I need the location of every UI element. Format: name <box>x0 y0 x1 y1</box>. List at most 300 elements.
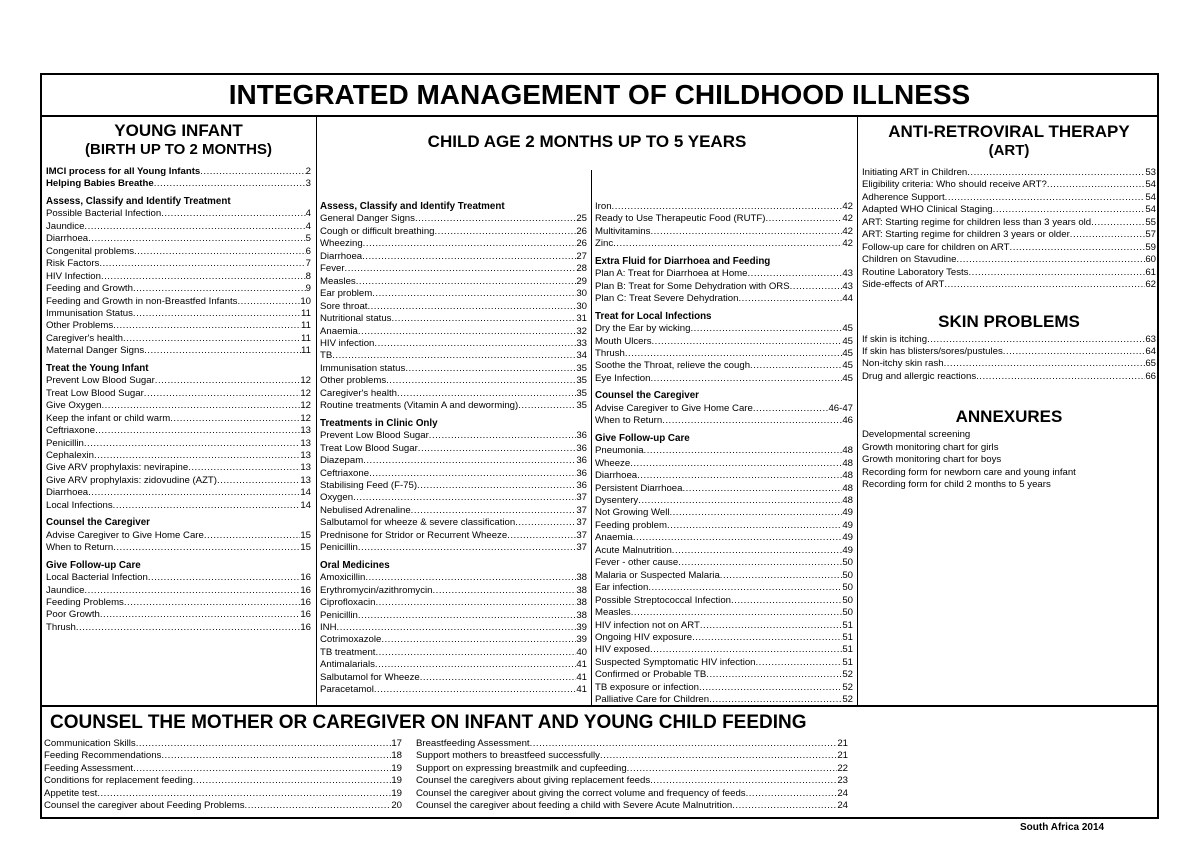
dot-leader <box>630 458 842 470</box>
toc-entry <box>320 585 587 597</box>
entry-page: 23 <box>837 775 848 787</box>
dot-leader <box>332 350 576 362</box>
entry-label: Adapted WHO Clinical Staging <box>862 204 993 216</box>
entry-label: Ongoing HIV exposure <box>595 631 693 643</box>
toc-entry <box>595 570 853 582</box>
toc-entry <box>595 470 853 482</box>
entry-label: Immunisation Status <box>46 307 133 319</box>
toc-entry <box>320 213 587 225</box>
entry-label: Prevent Low Blood Sugar <box>46 375 155 387</box>
entry-page: 48 <box>842 445 853 457</box>
toc-entry <box>320 684 587 696</box>
dot-leader <box>124 597 300 609</box>
dot-leader <box>956 254 1145 266</box>
entry-page: 37 <box>576 529 587 541</box>
entry-page: 45 <box>842 335 853 347</box>
entry-page: 6 <box>305 245 311 257</box>
entry-label: Penicillin <box>320 542 358 554</box>
entry-label: Conditions for replacement feeding <box>44 775 193 787</box>
entry-label: Anaemia <box>320 325 358 337</box>
toc-entry <box>320 480 587 492</box>
dot-leader <box>94 450 300 462</box>
entry-page: 53 <box>1145 167 1156 178</box>
dot-leader <box>136 738 392 750</box>
toc-entry <box>320 647 587 659</box>
dot-leader <box>84 438 300 450</box>
toc-entry <box>46 308 311 320</box>
entry-label: Confirmed or Probable TB <box>595 669 707 681</box>
entry-label: Diarrhoea <box>320 250 363 262</box>
entry-page: 35 <box>576 362 587 374</box>
entry-page: 4 <box>305 208 311 220</box>
dot-leader <box>161 750 391 762</box>
entry-page: 35 <box>576 400 587 412</box>
entry-label: Ready to Use Therapeutic Food (RUTF) <box>595 213 766 225</box>
toc-entry <box>320 610 587 622</box>
dot-leader <box>88 487 300 499</box>
entry-page: 37 <box>576 492 587 504</box>
toc-entry <box>320 505 587 517</box>
entry-page: 15 <box>300 542 311 554</box>
entry-page: 10 <box>300 295 311 307</box>
entry-page: 2 <box>305 166 311 177</box>
entry-page: 12 <box>300 387 311 399</box>
divider <box>316 117 317 705</box>
toc-entry <box>595 201 853 213</box>
dot-leader <box>367 301 576 313</box>
toc-entry <box>320 276 587 288</box>
entry-label: Treat Low Blood Sugar <box>46 387 144 399</box>
entry-page: 9 <box>305 283 311 295</box>
dot-leader <box>200 166 305 178</box>
entry-label: TB <box>320 350 333 362</box>
entry-page: 20 <box>391 800 402 812</box>
entry-label: Non-itchy skin rash <box>862 358 944 370</box>
entry-page: 24 <box>837 800 848 812</box>
toc-entry <box>320 226 587 238</box>
entry-page: 16 <box>300 621 311 633</box>
dot-leader <box>375 597 576 609</box>
toc-entry <box>595 532 853 544</box>
feeding-section <box>44 712 1156 813</box>
entry-page: 37 <box>576 517 587 529</box>
dot-leader <box>1047 179 1145 191</box>
group-heading: Give Follow-up Care <box>595 432 690 444</box>
entry-label: Plan C: Treat Severe Dehydration <box>595 293 739 305</box>
toc-entry <box>862 217 1156 229</box>
toc-entry <box>595 281 853 293</box>
entry-page: 16 <box>300 572 311 584</box>
annex-entry: Recording form for newborn care and young infant <box>862 466 1076 478</box>
entry-label: Dysentery <box>595 494 639 506</box>
entry-page: 43 <box>842 268 853 280</box>
dot-leader <box>188 462 300 474</box>
toc-entry <box>595 582 853 594</box>
toc-entry <box>46 475 311 487</box>
entry-page: 11 <box>301 332 311 344</box>
toc-entry <box>320 338 587 350</box>
entry-page: 41 <box>576 684 587 696</box>
entry-label: Oxygen <box>320 492 354 504</box>
entry-page: 49 <box>842 532 853 544</box>
entry-label: Stabilising Feed (F-75) <box>320 479 418 491</box>
toc-entry <box>46 500 311 512</box>
child-right-list <box>595 201 853 707</box>
toc-entry <box>862 334 1156 346</box>
entry-label: Wheezing <box>320 238 363 250</box>
toc-entry <box>320 492 587 504</box>
entry-page: 41 <box>576 671 587 683</box>
dot-leader <box>667 520 842 532</box>
toc-entry <box>46 283 311 295</box>
entry-label: Diarrhoea <box>46 233 89 245</box>
entry-label: Possible Streptococcal Infection <box>595 594 731 606</box>
dot-leader <box>637 470 842 482</box>
entry-page: 52 <box>842 669 853 681</box>
section-subtitle: (BIRTH UP TO 2 MONTHS) <box>85 141 272 158</box>
section-title: YOUNG INFANT <box>114 121 243 140</box>
dot-leader <box>405 363 576 375</box>
entry-label: Feeding problem <box>595 519 667 531</box>
dot-leader <box>709 694 842 706</box>
group-heading: Treat the Young Infant <box>46 362 149 374</box>
entry-label: Jaundice <box>46 220 85 232</box>
entry-page: 61 <box>1145 266 1156 278</box>
entry-label: Counsel the caregiver about Feeding Problems <box>44 800 245 812</box>
dot-leader <box>530 738 838 750</box>
entry-page: 35 <box>576 375 587 387</box>
entry-label: Not Growing Well <box>595 507 670 519</box>
toc-entry <box>46 166 311 178</box>
section-title: ANNEXURES <box>955 407 1063 427</box>
entry-page: 48 <box>842 470 853 482</box>
entry-label: Feeding and Growth in non-Breastfed Infants <box>46 295 238 307</box>
toc-entry <box>44 763 402 775</box>
entry-page: 51 <box>842 619 853 631</box>
entry-label: Give Oxygen <box>46 400 102 412</box>
toc-entry <box>320 288 587 300</box>
toc-entry <box>320 468 587 480</box>
entry-label: Ear problem <box>320 288 373 300</box>
dot-leader <box>134 246 306 258</box>
dot-leader <box>375 647 576 659</box>
entry-page: 15 <box>300 529 311 541</box>
toc-entry <box>416 788 848 800</box>
toc-entry <box>320 517 587 529</box>
entry-page: 31 <box>576 313 587 325</box>
dot-leader <box>650 644 842 656</box>
entry-label: Give ARV prophylaxis: zidovudine (AZT) <box>46 474 217 486</box>
dot-leader <box>97 788 391 800</box>
entry-label: Jaundice <box>46 584 85 596</box>
footer: South Africa 2014 <box>1020 822 1105 833</box>
entry-label: INH <box>320 621 337 633</box>
entry-page: 19 <box>391 787 402 799</box>
dot-leader <box>600 750 837 762</box>
entry-label: HIV exposed <box>595 644 650 656</box>
entry-page: 52 <box>842 694 853 706</box>
dot-leader <box>650 373 842 385</box>
dot-leader <box>113 500 301 512</box>
toc-entry <box>862 167 1156 179</box>
toc-entry <box>320 542 587 554</box>
entry-page: 22 <box>837 762 848 774</box>
toc-entry <box>595 293 853 305</box>
entry-page: 11 <box>301 307 311 319</box>
entry-page: 54 <box>1145 179 1156 191</box>
entry-page: 8 <box>305 270 311 282</box>
toc-entry <box>595 632 853 644</box>
toc-entry <box>44 750 402 762</box>
dot-leader <box>99 258 305 270</box>
entry-page: 54 <box>1145 191 1156 203</box>
group-heading: Treatments in Clinic Only <box>320 417 438 429</box>
toc-entry <box>595 483 853 495</box>
entry-page: 46 <box>842 415 853 427</box>
entry-label: Suspected Symptomatic HIV infection <box>595 656 756 668</box>
entry-label: Initiating ART in Children <box>862 167 968 178</box>
toc-entry <box>595 458 853 470</box>
entry-page: 36 <box>576 442 587 454</box>
dot-leader <box>433 585 577 597</box>
dot-leader <box>756 657 843 669</box>
section-subtitle: (ART) <box>988 142 1030 159</box>
dot-leader <box>429 430 577 442</box>
entry-label: Maternal Danger Signs <box>46 345 145 357</box>
entry-label: Ear infection <box>595 582 649 594</box>
dot-leader <box>358 610 576 622</box>
toc-entry <box>320 375 587 387</box>
dot-leader <box>217 475 300 487</box>
toc-entry <box>595 268 853 280</box>
entry-page: 38 <box>576 609 587 621</box>
dot-leader <box>690 323 842 335</box>
dot-leader <box>133 308 301 320</box>
dot-leader <box>633 532 842 544</box>
entry-label: If skin has blisters/sores/pustules <box>862 345 1003 357</box>
toc-entry <box>46 462 311 474</box>
group-heading: Oral Medicines <box>320 559 390 571</box>
entry-page: 13 <box>300 437 311 449</box>
group-heading: Assess, Classify and Identify Treatment <box>320 201 505 212</box>
dot-leader <box>204 530 301 542</box>
entry-label: HIV infection <box>320 337 375 349</box>
toc-entry <box>46 258 311 270</box>
toc-entry <box>46 400 311 412</box>
entry-page: 12 <box>300 412 311 424</box>
entry-label: HIV Infection <box>46 270 101 282</box>
entry-label: Thrush <box>595 347 625 359</box>
dot-leader <box>627 763 838 775</box>
toc-entry <box>46 450 311 462</box>
entry-page: 13 <box>300 462 311 474</box>
toc-entry <box>320 400 587 412</box>
entry-page: 43 <box>842 280 853 292</box>
toc-entry <box>46 221 311 233</box>
toc-entry <box>862 371 1156 383</box>
toc-entry <box>416 750 848 762</box>
dot-leader <box>123 333 301 345</box>
dot-leader <box>193 775 392 787</box>
dot-leader <box>415 213 576 225</box>
entry-label: Immunisation status <box>320 362 406 374</box>
dot-leader <box>76 622 300 634</box>
entry-label: Zinc <box>595 238 614 250</box>
toc-entry <box>416 775 848 787</box>
entry-label: Nutritional status <box>320 313 392 325</box>
toc-entry <box>862 192 1156 204</box>
entry-page: 13 <box>300 449 311 461</box>
toc-entry <box>862 204 1156 216</box>
dot-leader <box>662 415 842 427</box>
toc-entry <box>595 415 853 427</box>
dot-leader <box>358 542 576 554</box>
dot-leader <box>790 281 843 293</box>
toc-entry <box>320 430 587 442</box>
dot-leader <box>337 622 577 634</box>
dot-leader <box>372 288 576 300</box>
entry-page: 50 <box>842 607 853 619</box>
toc-entry <box>595 545 853 557</box>
entry-page: 4 <box>305 220 311 232</box>
entry-label: HIV infection not on ART <box>595 619 700 631</box>
dot-leader <box>374 338 576 350</box>
dot-leader <box>154 178 306 190</box>
toc-entry <box>320 443 587 455</box>
entry-label: ART: Starting regime for children 3 years or older <box>862 229 1070 241</box>
entry-page: 50 <box>842 569 853 581</box>
entry-label: Soothe the Throat, relieve the cough <box>595 360 751 372</box>
annex-entry: Developmental screening <box>862 429 971 441</box>
section-title: SKIN PROBLEMS <box>938 311 1080 331</box>
entry-label: Eligibility criteria: Who should receive ART? <box>862 179 1047 191</box>
dot-leader <box>345 263 577 275</box>
entry-page: 30 <box>576 288 587 300</box>
toc-entry <box>46 320 311 332</box>
entry-label: Breastfeeding Assessment <box>416 738 530 749</box>
child-section-header <box>318 117 856 151</box>
entry-label: Diazepam <box>320 455 364 467</box>
entry-page: 21 <box>837 738 848 749</box>
entry-label: Ceftriaxone <box>46 425 96 437</box>
entry-page: 42 <box>842 225 853 237</box>
entry-label: Feeding Problems <box>46 596 124 608</box>
toc-entry <box>862 229 1156 241</box>
dot-leader <box>699 682 842 694</box>
dot-leader <box>101 271 306 283</box>
dot-leader <box>353 492 576 504</box>
entry-page: 25 <box>576 213 587 225</box>
dot-leader <box>84 221 305 233</box>
entry-label: TB treatment <box>320 646 376 658</box>
entry-label: Dry the Ear by wicking <box>595 323 691 335</box>
dot-leader <box>732 800 837 812</box>
entry-label: Multivitamins <box>595 225 651 237</box>
entry-label: Congenital problems <box>46 245 134 257</box>
entry-page: 65 <box>1145 358 1156 370</box>
entry-label: Thrush <box>46 621 76 633</box>
entry-label: Other Problems <box>46 320 114 332</box>
dot-leader <box>365 572 576 584</box>
toc-entry <box>595 403 853 415</box>
entry-page: 49 <box>842 519 853 531</box>
entry-label: Caregiver's health <box>320 387 398 399</box>
entry-page: 16 <box>300 609 311 621</box>
entry-page: 16 <box>300 584 311 596</box>
young-infant-list <box>46 166 311 634</box>
toc-entry <box>46 233 311 245</box>
entry-label: Salbutamol for Wheeze <box>320 671 420 683</box>
entry-page: 45 <box>842 360 853 372</box>
toc-entry <box>416 800 848 812</box>
entry-page: 27 <box>576 250 587 262</box>
entry-label: Ciprofloxacin <box>320 597 376 609</box>
entry-label: Other problems <box>320 375 387 387</box>
entry-label: Diarrhoea <box>595 470 638 482</box>
entry-label: Follow-up care for children on ART <box>862 241 1010 253</box>
toc-entry <box>46 388 311 400</box>
entry-page: 30 <box>576 300 587 312</box>
dot-leader <box>944 279 1145 291</box>
entry-label: Erythromycin/azithromycin <box>320 584 433 596</box>
group-heading: Assess, Classify and Identify Treatment <box>46 195 231 207</box>
entry-page: 5 <box>305 233 311 245</box>
dot-leader <box>417 480 576 492</box>
dot-leader <box>1070 229 1146 241</box>
entry-label: Eye Infection <box>595 372 651 384</box>
entry-page: 60 <box>1145 254 1156 266</box>
toc-entry <box>862 279 1156 291</box>
entry-label: Poor Growth <box>46 609 100 621</box>
toc-entry <box>44 800 402 812</box>
entry-page: 42 <box>842 213 853 225</box>
entry-page: 32 <box>576 325 587 337</box>
entry-page: 26 <box>576 238 587 250</box>
entry-page: 59 <box>1145 241 1156 253</box>
dot-leader <box>363 238 577 250</box>
toc-entry <box>320 363 587 375</box>
entry-label: Pneumonia <box>595 445 644 457</box>
divider <box>591 170 592 705</box>
entry-page: 37 <box>576 542 587 554</box>
dot-leader <box>748 268 843 280</box>
entry-label: Helping Babies Breathe <box>46 178 154 190</box>
dot-leader <box>682 483 842 495</box>
entry-label: General Danger Signs <box>320 213 415 225</box>
dot-leader <box>133 763 391 775</box>
entry-label: Cotrimoxazole <box>320 634 382 646</box>
entry-page: 36 <box>576 467 587 479</box>
toc-entry <box>320 388 587 400</box>
dot-leader <box>613 238 842 250</box>
group-heading: Counsel the Caregiver <box>46 517 150 529</box>
toc-entry <box>320 622 587 634</box>
toc-entry <box>595 607 853 619</box>
toc-entry <box>595 323 853 335</box>
entry-page: 51 <box>842 644 853 656</box>
toc-entry <box>862 358 1156 370</box>
annex-entry: Growth monitoring chart for boys <box>862 454 1002 466</box>
dot-leader <box>518 400 576 412</box>
entry-page: 17 <box>391 738 402 749</box>
dot-leader <box>88 233 306 245</box>
toc-entry <box>320 350 587 362</box>
toc-entry <box>46 530 311 542</box>
entry-page: 34 <box>576 350 587 362</box>
toc-entry <box>862 267 1156 279</box>
dot-leader <box>101 400 300 412</box>
dot-leader <box>411 505 577 517</box>
